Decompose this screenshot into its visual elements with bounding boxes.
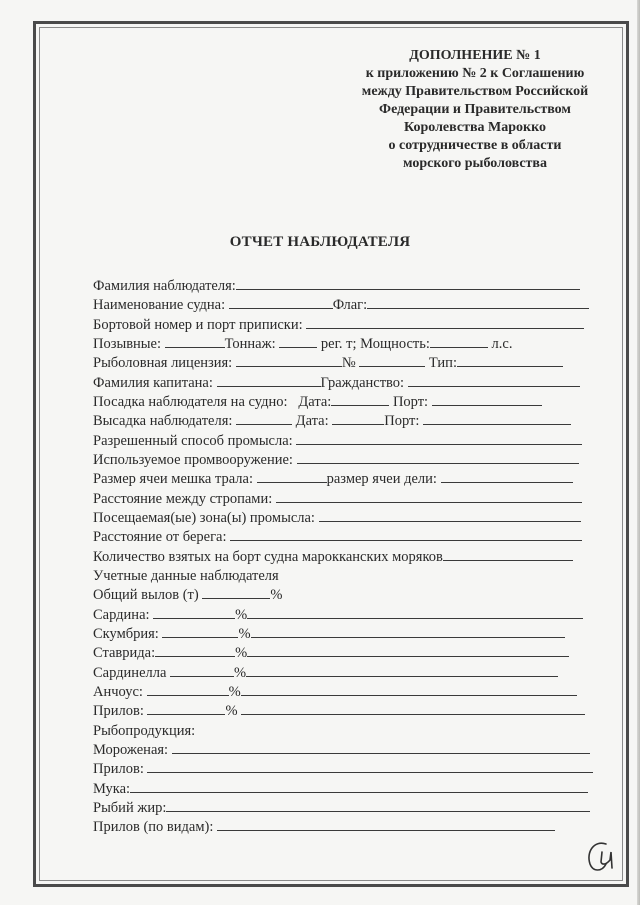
sardinella-percent-field[interactable]: [246, 663, 558, 677]
field-label: Позывные:: [93, 336, 162, 352]
form-row-sailors: [93, 547, 600, 567]
license-field[interactable]: [236, 353, 342, 367]
field-label: Расстояние между стропами:: [93, 491, 273, 507]
field-label: Бортовой номер и порт приписки:: [93, 317, 303, 333]
field-label: Используемое промвооружение:: [93, 452, 293, 468]
section-label: Учетные данные наблюдателя: [93, 568, 279, 584]
license-number-field[interactable]: [359, 353, 425, 367]
disembark-port-field[interactable]: [423, 411, 571, 425]
form-row-frozen: [93, 740, 600, 760]
zones-field[interactable]: [319, 508, 581, 522]
form-row-mesh: [93, 469, 600, 489]
field-label: Анчоус:: [93, 684, 143, 700]
form-row-permitted-method: [93, 431, 600, 451]
bycatch-species-field[interactable]: [217, 817, 555, 831]
field-label: Наименование судна:: [93, 297, 226, 313]
horse-mackerel-tonnes-field[interactable]: [155, 643, 235, 657]
header-line: ДОПОЛНЕНИЕ № 1: [409, 48, 541, 63]
field-label: л.с.: [491, 336, 513, 352]
form-row-bycatch: [93, 701, 600, 721]
total-catch-field[interactable]: [202, 585, 270, 599]
field-label: Дата:: [298, 394, 332, 410]
form-row-fish-products: [93, 721, 600, 741]
anchovy-percent-field[interactable]: [241, 682, 577, 696]
section-label: Рыбопродукция:: [93, 723, 196, 739]
sardine-percent-field[interactable]: [247, 605, 583, 619]
field-label: Посадка наблюдателя на судно:: [93, 394, 288, 410]
field-label: Тоннаж:: [224, 336, 276, 352]
flour-field[interactable]: [130, 779, 588, 793]
sardine-tonnes-field[interactable]: [153, 605, 235, 619]
form-row-shore-distance: [93, 527, 600, 547]
field-label: Размер ячеи мешка трала:: [93, 471, 253, 487]
field-label: Порт:: [384, 413, 420, 429]
mackerel-percent-field[interactable]: [251, 624, 565, 638]
field-label: размер ячеи дели:: [326, 471, 437, 487]
fish-oil-field[interactable]: [166, 798, 590, 812]
field-label: Общий вылов (т): [93, 587, 199, 603]
sardinella-tonnes-field[interactable]: [170, 663, 234, 677]
header-line: Федерации и Правительством: [379, 102, 571, 117]
field-label: Рыболовная лицензия:: [93, 355, 233, 371]
percent-sign: %: [238, 626, 251, 642]
field-label: Расстояние от берега:: [93, 529, 227, 545]
field-label: Мука:: [93, 781, 131, 797]
field-label: Сардина:: [93, 607, 150, 623]
form-row-call-sign: [93, 334, 600, 354]
horse-mackerel-percent-field[interactable]: [247, 643, 569, 657]
field-label: Ставрида:: [93, 645, 156, 661]
rope-distance-field[interactable]: [276, 489, 582, 503]
form-row-observer-name: [93, 276, 600, 296]
field-label: Прилов:: [93, 761, 144, 777]
form-row-sardine: [93, 605, 600, 625]
field-label: Фамилия капитана:: [93, 375, 213, 391]
percent-sign: %: [234, 665, 247, 681]
field-label: Дата:: [295, 413, 329, 429]
observer-name-field[interactable]: [236, 276, 580, 290]
header-line: к приложению № 2 к Соглашению: [365, 66, 585, 81]
call-sign-field[interactable]: [165, 334, 225, 348]
form-row-bycatch-species: [93, 817, 600, 837]
form-row-anchovy: [93, 682, 600, 702]
handwritten-initials-icon: [584, 838, 620, 878]
citizenship-field[interactable]: [408, 373, 580, 387]
shore-distance-field[interactable]: [230, 527, 582, 541]
field-label: Посещаемая(ые) зона(ы) промысла:: [93, 510, 315, 526]
field-label: Прилов (по видам):: [93, 819, 214, 835]
vessel-name-field[interactable]: [229, 295, 333, 309]
header-line: о сотрудничестве в области: [388, 138, 562, 153]
form-row-vessel: [93, 295, 600, 315]
gear-field[interactable]: [297, 450, 579, 464]
trawl-mesh-field[interactable]: [257, 469, 327, 483]
header-line: морского рыболовства: [403, 156, 547, 171]
tonnage-field[interactable]: [279, 334, 317, 348]
sailors-field[interactable]: [443, 547, 573, 561]
form-row-bycatch-products: [93, 759, 600, 779]
document-title: ОТЧЕТ НАБЛЮДАТЕЛЯ: [229, 234, 411, 250]
license-type-field[interactable]: [457, 353, 563, 367]
form-row-boarding: [93, 392, 600, 412]
captain-field[interactable]: [217, 373, 321, 387]
field-label: №: [341, 355, 356, 371]
form-row-flour: [93, 779, 600, 799]
bycatch-tonnes-field[interactable]: [147, 701, 225, 715]
header-line: между Правительством Российской: [361, 84, 589, 99]
disembark-date-field[interactable]: [332, 411, 384, 425]
form-row-records: [93, 566, 600, 586]
appendix-header: [330, 47, 620, 173]
form-row-horse-mackerel: [93, 643, 600, 663]
field-label: Рыбий жир:: [93, 800, 167, 816]
field-label: Флаг:: [332, 297, 368, 313]
percent-sign: %: [228, 684, 241, 700]
field-label: Количество взятых на борт судна марокканских моряков: [93, 549, 443, 565]
percent-sign: %: [225, 703, 238, 719]
form-row-rope-distance: [93, 489, 600, 509]
power-field[interactable]: [430, 334, 488, 348]
field-label: Тип:: [428, 355, 457, 371]
bycatch-percent-field[interactable]: [241, 701, 585, 715]
field-label: Мороженая:: [93, 742, 169, 758]
field-label: Порт:: [392, 394, 429, 410]
field-label: Высадка наблюдателя:: [93, 413, 233, 429]
bycatch-products-field[interactable]: [147, 759, 593, 773]
field-label: Скумбрия:: [93, 626, 159, 642]
field-label: Фамилия наблюдателя:: [93, 278, 236, 294]
field-label: Гражданство:: [320, 375, 405, 391]
percent-sign: %: [235, 607, 248, 623]
form-row-fish-oil: [93, 798, 600, 818]
form-row-captain: [93, 373, 600, 393]
form-row-disembark: [93, 411, 600, 431]
percent-sign: %: [235, 645, 248, 661]
flag-field[interactable]: [367, 295, 589, 309]
form-row-total-catch: [93, 585, 600, 605]
frozen-field[interactable]: [172, 740, 590, 754]
field-label: Сардинелла: [93, 665, 167, 681]
header-line: Королевства Марокко: [404, 120, 546, 135]
permitted-method-field[interactable]: [296, 431, 582, 445]
boarding-port-field[interactable]: [432, 392, 542, 406]
boarding-date-field[interactable]: [331, 392, 389, 406]
field-label: Разрешенный способ промысла:: [93, 433, 293, 449]
form-row-gear: [93, 450, 600, 470]
form-row-zones: [93, 508, 600, 528]
form-row-mackerel: [93, 624, 600, 644]
anchovy-tonnes-field[interactable]: [147, 682, 229, 696]
net-mesh-field[interactable]: [441, 469, 573, 483]
board-number-field[interactable]: [306, 315, 584, 329]
disembark-time-field[interactable]: [236, 411, 292, 425]
form-row-board-number: [93, 315, 600, 335]
field-label: Прилов:: [93, 703, 144, 719]
mackerel-tonnes-field[interactable]: [162, 624, 238, 638]
percent-sign: %: [270, 587, 283, 603]
form-row-license: [93, 353, 600, 373]
field-label: рег. т; Мощность:: [320, 336, 430, 352]
form-row-sardinella: [93, 663, 600, 683]
